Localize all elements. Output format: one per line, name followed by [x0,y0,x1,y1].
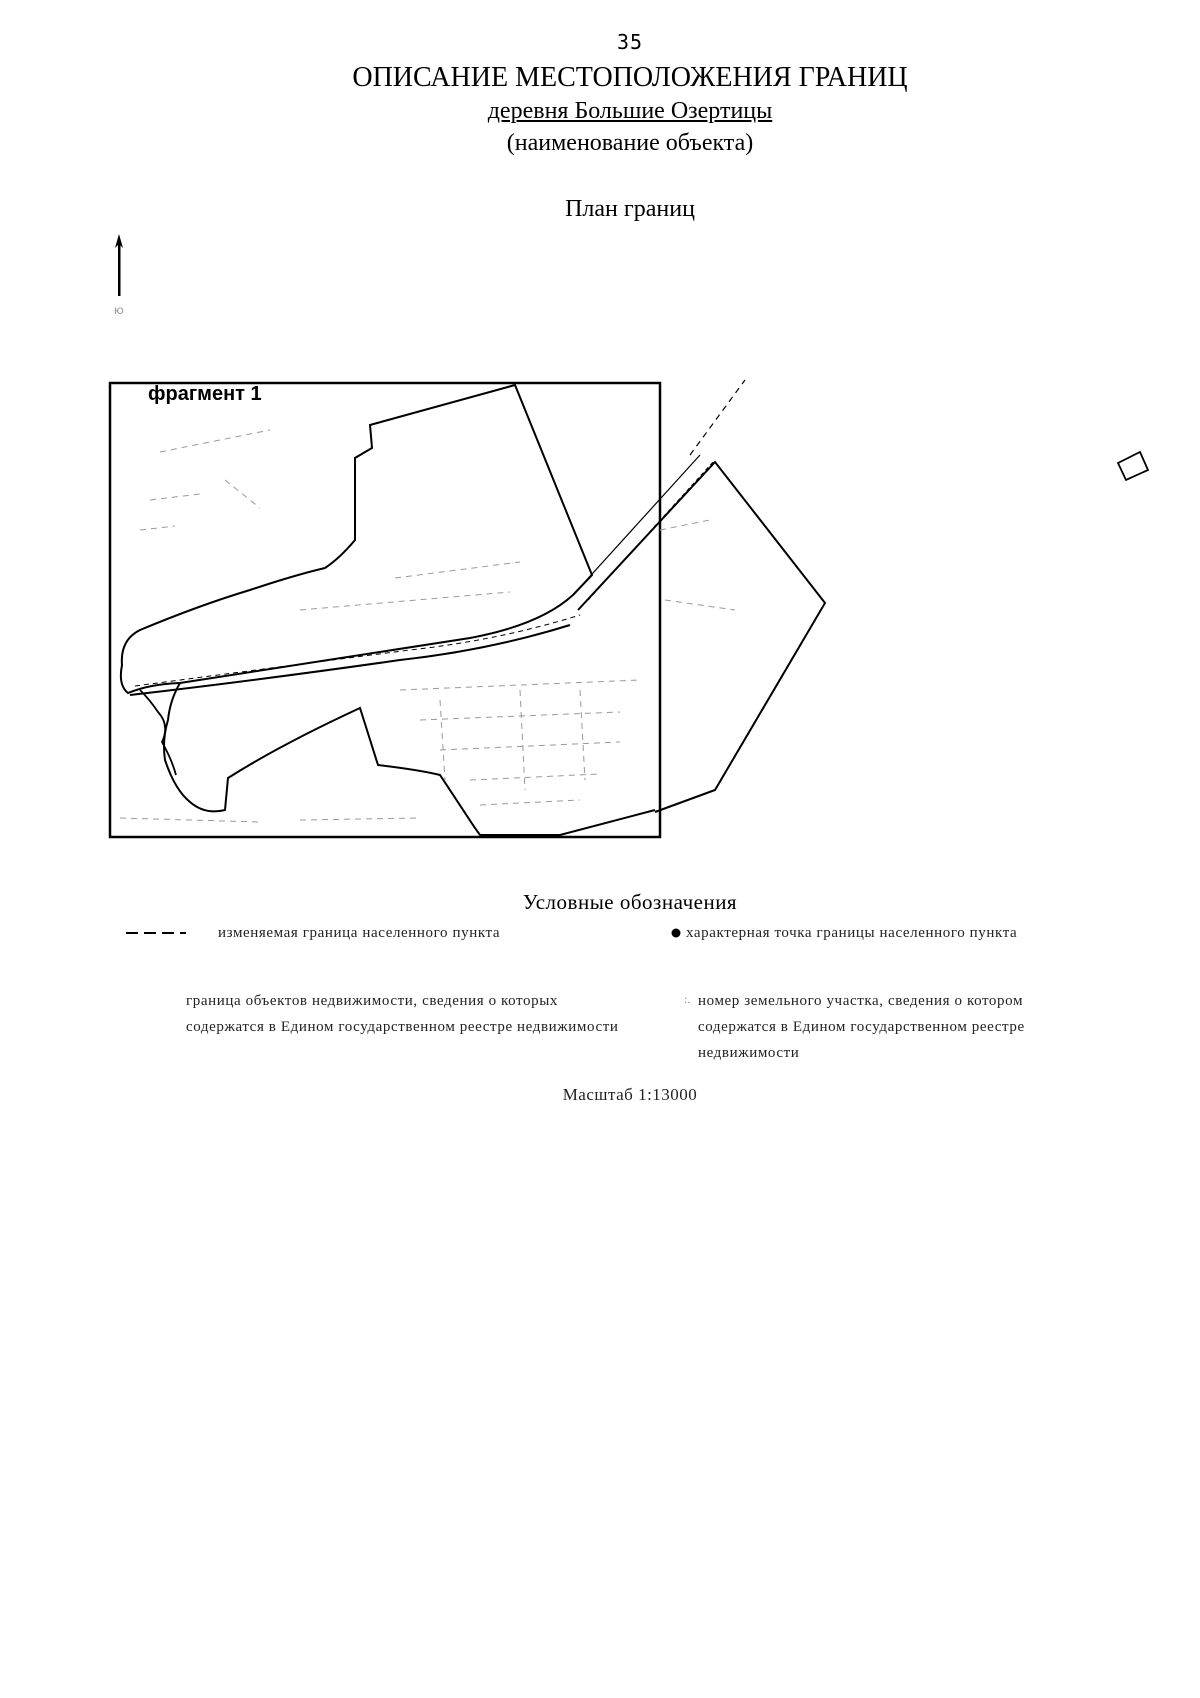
legend-title: Условные обозначения [522,890,738,914]
object-name-caption: (наименование объекта) [506,130,754,156]
dot-symbol [670,927,682,939]
scale-label: Масштаб 1:13000 [562,1085,698,1104]
document-title: ОПИСАНИЕ МЕСТОПОЛОЖЕНИЯ ГРАНИЦ [352,62,908,93]
legend-text: граница объектов недвижимости, сведения о которых содержатся в Едином государственном реестре недвижимости [186,993,619,1035]
legend-item-property-boundary [186,988,646,1040]
svg-text:Ю: Ю [114,307,124,317]
object-name: деревня Большие Озертицы [487,98,773,124]
plan-title: План границ [565,196,695,222]
legend-text: номер земельного участка, сведения о котором содержатся в Едином государственном реестре недвижимости [698,993,1025,1061]
settlement-boundary [121,385,592,693]
east-boundary [578,462,825,812]
parcel-number-symbol: :. [684,992,691,1006]
page-number: 35 [616,30,644,54]
legend-text: характерная точка границы населенного пункта [686,925,1018,941]
fragment-label: фрагмент 1 [148,383,262,405]
north-arrow-icon [112,226,126,322]
dashed-line-symbol [126,926,186,940]
isolated-parcel [1118,452,1148,480]
boundary-map [0,340,1200,860]
legend-text: изменяемая граница населенного пункта [218,925,501,941]
